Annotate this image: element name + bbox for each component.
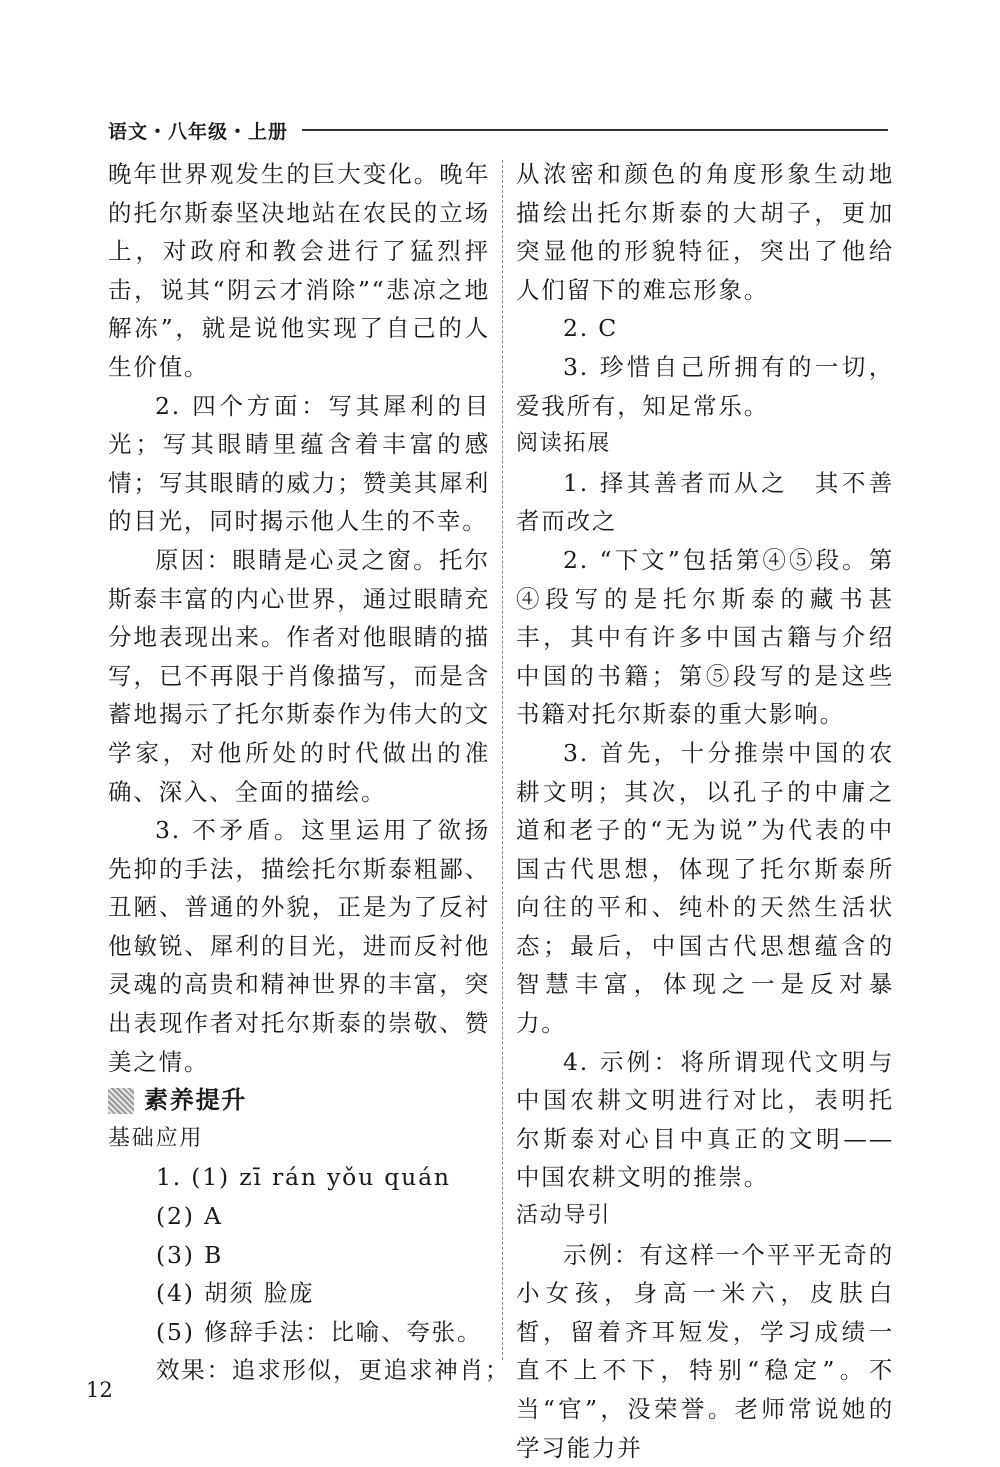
paragraph: 3. 首先，十分推崇中国的农耕文明；其次，以孔子的中庸之道和老子的“无为说”为代表的中国古代思想，体现了托尔斯泰所向往的平和、纯朴的天然生活状态；最后，中国古代思想蕴含的智慧丰富，体现之一是反对暴力。	[516, 738, 894, 1038]
paragraph: 示例：有这样一个平平无奇的小女孩，身高一米六，皮肤白皙，留着齐耳短发，学习成绩一直不上不下，特别“稳定”。不当“官”，没荣誉。老师常说她的学习能力并	[516, 1240, 894, 1462]
paragraph: 3. 珍惜自己所拥有的一切，爱我所有，知足常乐。	[516, 352, 894, 420]
answer-item: (5) 修辞手法：比喻、夸张。	[156, 1317, 483, 1346]
answer-item: (4) 胡须 脸庞	[156, 1279, 315, 1308]
section-heading	[108, 1081, 490, 1120]
paragraph: 2. “下文”包括第④⑤段。第④段写的是托尔斯泰的藏书甚丰，其中有许多中国古籍与介绍中国的书籍；第⑤段写的是这些书籍对托尔斯泰的重大影响。	[516, 545, 894, 729]
section-pattern-icon	[108, 1088, 134, 1114]
right-column	[516, 155, 894, 1467]
left-column	[108, 155, 511, 1390]
column-divider	[502, 160, 503, 1360]
answer-item: (3) B	[156, 1240, 224, 1269]
answer-item: 1. (1) zī rán yǒu quán	[156, 1163, 451, 1192]
paragraph: 从浓密和颜色的角度形象生动地描绘出托尔斯泰的大胡子，更加突显他的形貌特征，突出了他给人们留下的难忘形象。	[516, 160, 894, 304]
subheading: 阅读拓展	[516, 431, 612, 457]
section-title: 素养提升	[144, 1086, 248, 1115]
answer-item: 效果：追求形似，更追求神肖；	[156, 1356, 511, 1385]
paragraph: 1. 择其善者而从之 其不善者而改之	[516, 468, 894, 536]
paragraph: 晚年世界观发生的巨大变化。晚年的托尔斯泰坚决地站在农民的立场上，对政府和教会进行了猛烈抨击，说其“阴云才消除”“悲凉之地解冻”，就是说他实现了自己的人生价值。	[108, 160, 490, 381]
paragraph: 2. 四个方面：写其犀利的目光；写其眼睛里蕴含着丰富的感情；写其眼睛的威力；赞美其犀利的目光，同时揭示他人生的不幸。	[108, 391, 490, 536]
paragraph: 4. 示例：将所谓现代文明与中国农耕文明进行对比，表明托尔斯泰对心目中真正的文明——中国农耕文明的推崇。	[516, 1047, 894, 1192]
header-rule	[302, 129, 888, 131]
subheading: 活动导引	[516, 1203, 612, 1229]
answer-item: (2) A	[156, 1202, 223, 1231]
paragraph: 2. C	[563, 314, 619, 343]
page-number: 12	[86, 1378, 113, 1402]
subheading: 基础应用	[108, 1125, 204, 1151]
book-title: 语文・八年级・上册	[108, 120, 289, 143]
page-header	[108, 118, 888, 142]
paragraph: 3. 不矛盾。这里运用了欲扬先抑的手法，描绘托尔斯泰粗鄙、丑陋、普通的外貌，正是为了反衬他敏锐、犀利的目光，进而反衬他灵魂的高贵和精神世界的丰富，突出表现作者对托尔斯泰的崇敬、赞美之情。	[108, 816, 490, 1076]
paragraph: 原因：眼睛是心灵之窗。托尔斯泰丰富的内心世界，通过眼睛充分地表现出来。作者对他眼睛的描写，已不再限于肖像描写，而是含蓄地揭示了托尔斯泰作为伟大的文学家，对他所处的时代做出的准确、深入、全面的描绘。	[108, 545, 490, 806]
